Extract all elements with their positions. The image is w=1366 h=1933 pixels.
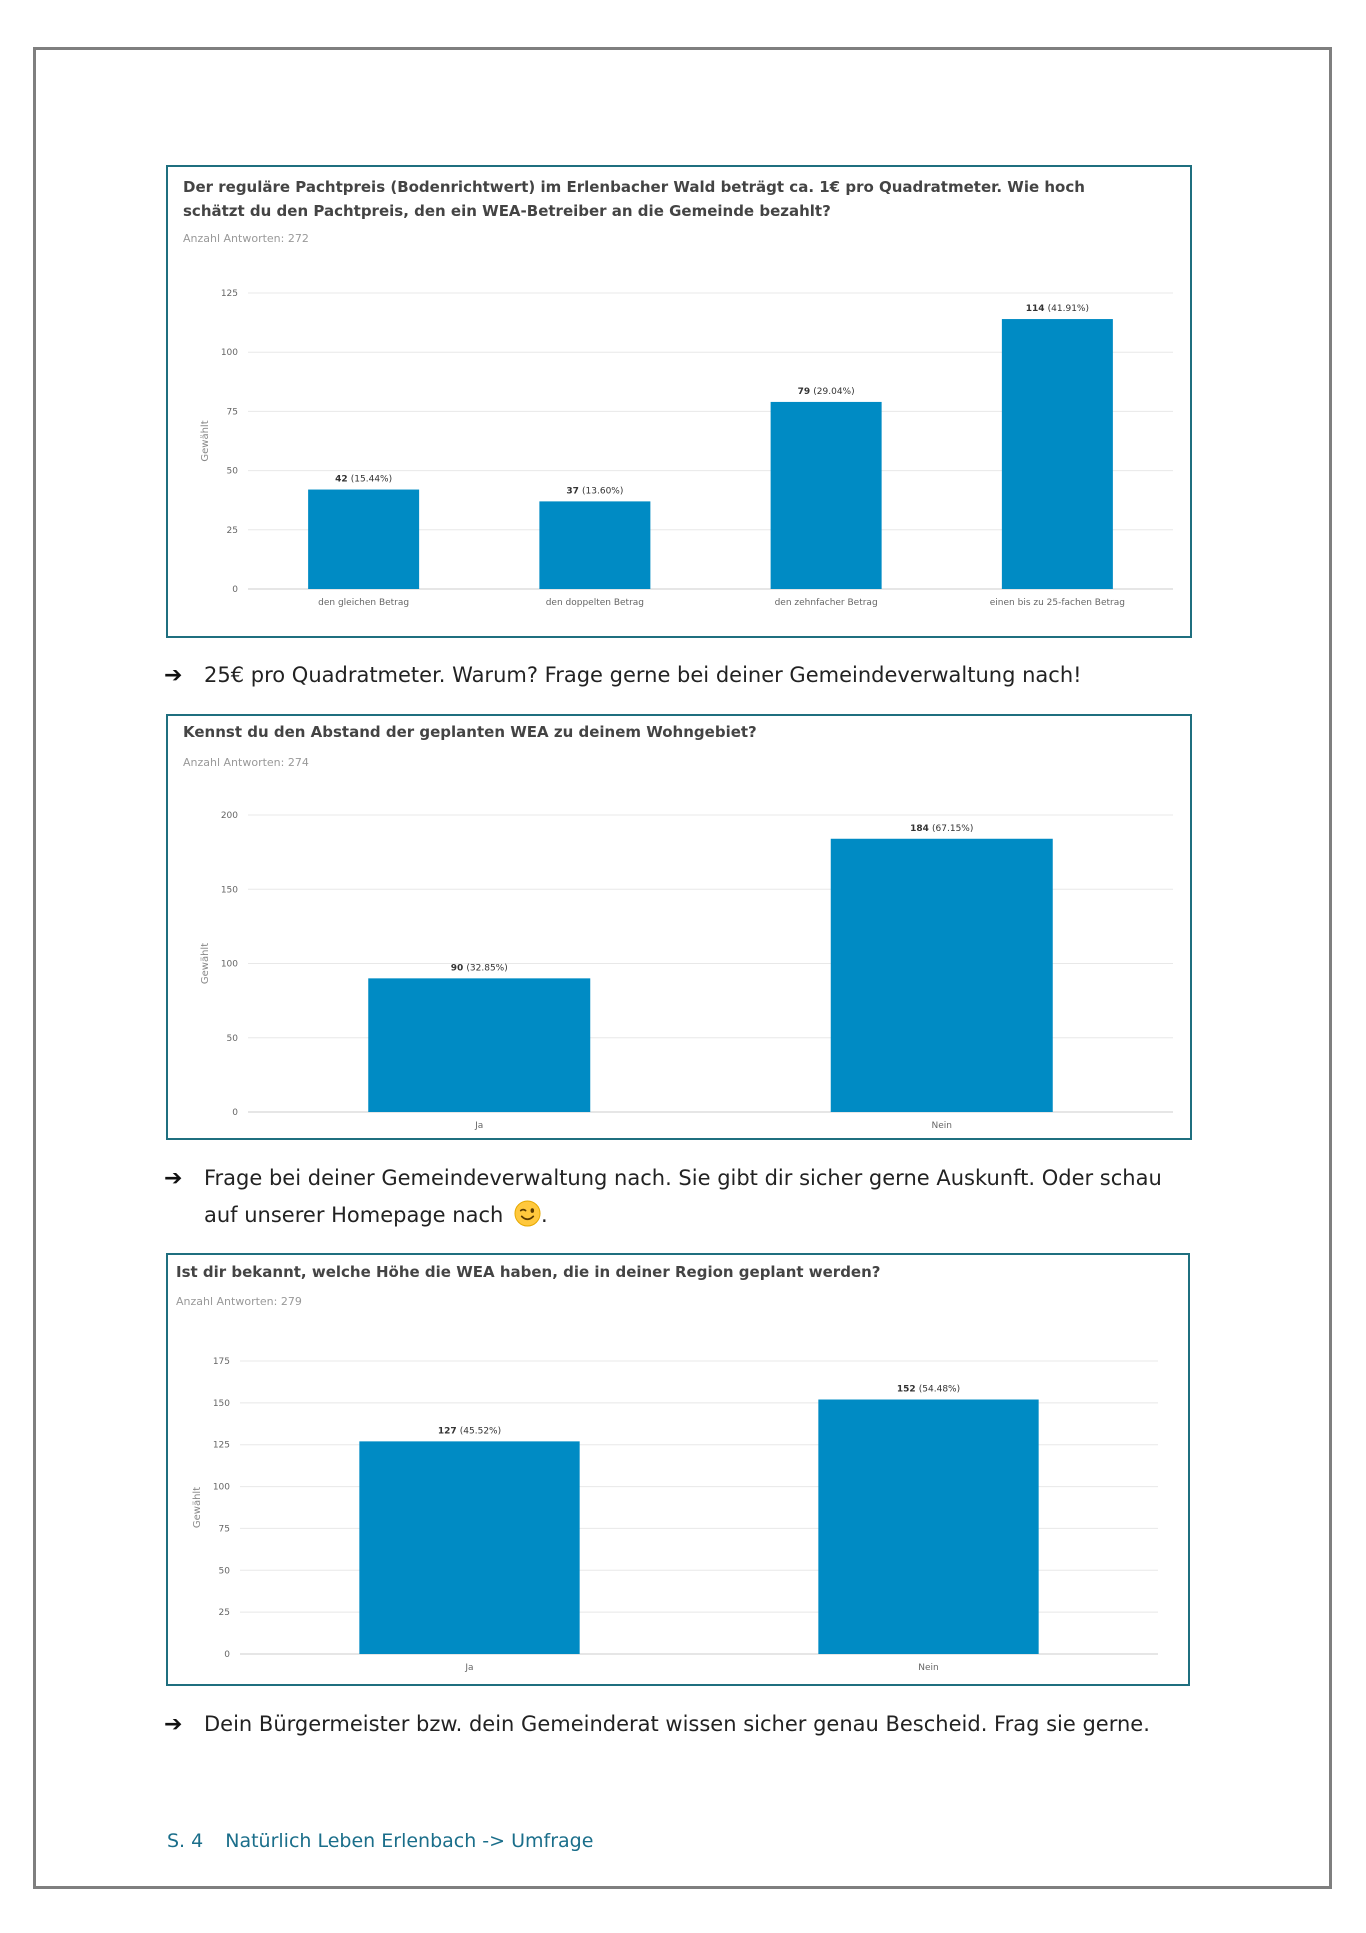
bar	[831, 839, 1053, 1112]
y-tick-label: 25	[218, 1608, 230, 1619]
data-label: 184 (67.15%)	[910, 823, 974, 834]
answer-count: Anzahl Antworten: 279	[176, 1295, 302, 1308]
page-number: S. 4	[167, 1830, 204, 1852]
y-tick-label: 0	[232, 1108, 238, 1118]
answer-text: Frage bei deiner Gemeindeverwaltung nach. Sie gibt dir sicher gerne Auskunft. Oder schau auf unserer Homepage nach	[204, 1166, 1162, 1227]
y-tick-label: 125	[212, 1440, 230, 1451]
answer-1	[164, 657, 1184, 694]
y-tick-label: 125	[220, 289, 238, 299]
y-tick-label: 75	[218, 1524, 230, 1535]
y-tick-label: 0	[224, 1650, 230, 1660]
bar-chart-hoehe	[168, 1255, 1188, 1684]
data-label: 90 (32.85%)	[450, 963, 508, 974]
chart-title: Der reguläre Pachtpreis (Bodenrichtwert) im Erlenbacher Wald beträgt ca. 1€ pro Quadratmeter. Wie hoch schätzt du den Pachtpreis, den ein WEA-Betreiber an die Gemeinde bezahlt?	[183, 178, 1085, 220]
answer-text: 25€ pro Quadratmeter. Warum? Frage gerne bei deiner Gemeindeverwaltung nach!	[204, 663, 1082, 687]
data-label: 127 (45.52%)	[437, 1426, 502, 1437]
chart-title: Kennst du den Abstand der geplanten WEA zu deinem Wohngebiet?	[183, 723, 757, 741]
y-tick-label: 50	[226, 466, 238, 477]
winking-face-icon	[514, 1200, 541, 1227]
chart-panel-pachtpreis	[166, 165, 1192, 638]
chart-panel-hoehe	[166, 1253, 1190, 1686]
answer-3	[164, 1706, 1184, 1743]
y-tick-label: 100	[220, 959, 238, 970]
x-tick-label: Ja	[465, 1663, 474, 1673]
chart-panel-abstand	[166, 714, 1192, 1140]
x-tick-label: den gleichen Betrag	[318, 598, 410, 608]
data-label: 42 (15.44%)	[335, 474, 393, 485]
answer-count: Anzahl Antworten: 274	[183, 756, 309, 769]
y-axis-label: Gewählt	[200, 942, 211, 985]
bar	[539, 501, 650, 589]
right-arrow-icon: ➔	[164, 1712, 183, 1737]
x-tick-label: Ja	[475, 1121, 484, 1131]
y-tick-label: 150	[212, 1398, 230, 1409]
data-label: 37 (13.60%)	[566, 486, 624, 497]
x-tick-label: Nein	[918, 1663, 939, 1673]
y-tick-label: 175	[212, 1357, 230, 1367]
answer-suffix: .	[541, 1203, 548, 1227]
bar	[818, 1400, 1038, 1654]
x-tick-label: den zehnfacher Betrag	[774, 598, 878, 608]
y-axis-label: Gewählt	[200, 420, 211, 462]
x-tick-label: einen bis zu 25-fachen Betrag	[989, 598, 1125, 608]
y-tick-label: 150	[220, 885, 238, 896]
bar	[771, 402, 882, 589]
bar-chart-abstand	[168, 716, 1190, 1138]
bar-chart-pachtpreis	[168, 167, 1190, 636]
right-arrow-icon: ➔	[164, 1166, 183, 1191]
data-label: 79 (29.04%)	[797, 386, 855, 397]
answer-2	[164, 1160, 1184, 1234]
y-tick-label: 100	[220, 348, 238, 359]
chart-title: Ist dir bekannt, welche Höhe die WEA haben, die in deiner Region geplant werden?	[176, 1263, 881, 1281]
y-tick-label: 0	[232, 585, 238, 595]
page-footer	[167, 1830, 593, 1852]
y-tick-label: 50	[218, 1566, 230, 1577]
footer-text: Natürlich Leben Erlenbach -> Umfrage	[225, 1830, 594, 1852]
bar	[359, 1441, 579, 1654]
right-arrow-icon: ➔	[164, 663, 183, 688]
bar	[1002, 319, 1113, 589]
y-tick-label: 100	[212, 1482, 230, 1493]
y-tick-label: 25	[226, 525, 238, 536]
bar	[308, 490, 419, 589]
y-tick-label: 50	[226, 1033, 238, 1044]
data-label: 152 (54.48%)	[896, 1384, 961, 1395]
y-axis-label: Gewählt	[192, 1486, 203, 1529]
answer-text: Dein Bürgermeister bzw. dein Gemeinderat wissen sicher genau Bescheid. Frag sie gerne.	[204, 1712, 1150, 1736]
x-tick-label: Nein	[931, 1121, 952, 1131]
answer-count: Anzahl Antworten: 272	[183, 232, 309, 245]
data-label: 114 (41.91%)	[1025, 304, 1090, 315]
y-tick-label: 75	[226, 407, 238, 418]
y-tick-label: 200	[220, 811, 238, 821]
x-tick-label: den doppelten Betrag	[545, 598, 645, 608]
bar	[368, 978, 590, 1112]
